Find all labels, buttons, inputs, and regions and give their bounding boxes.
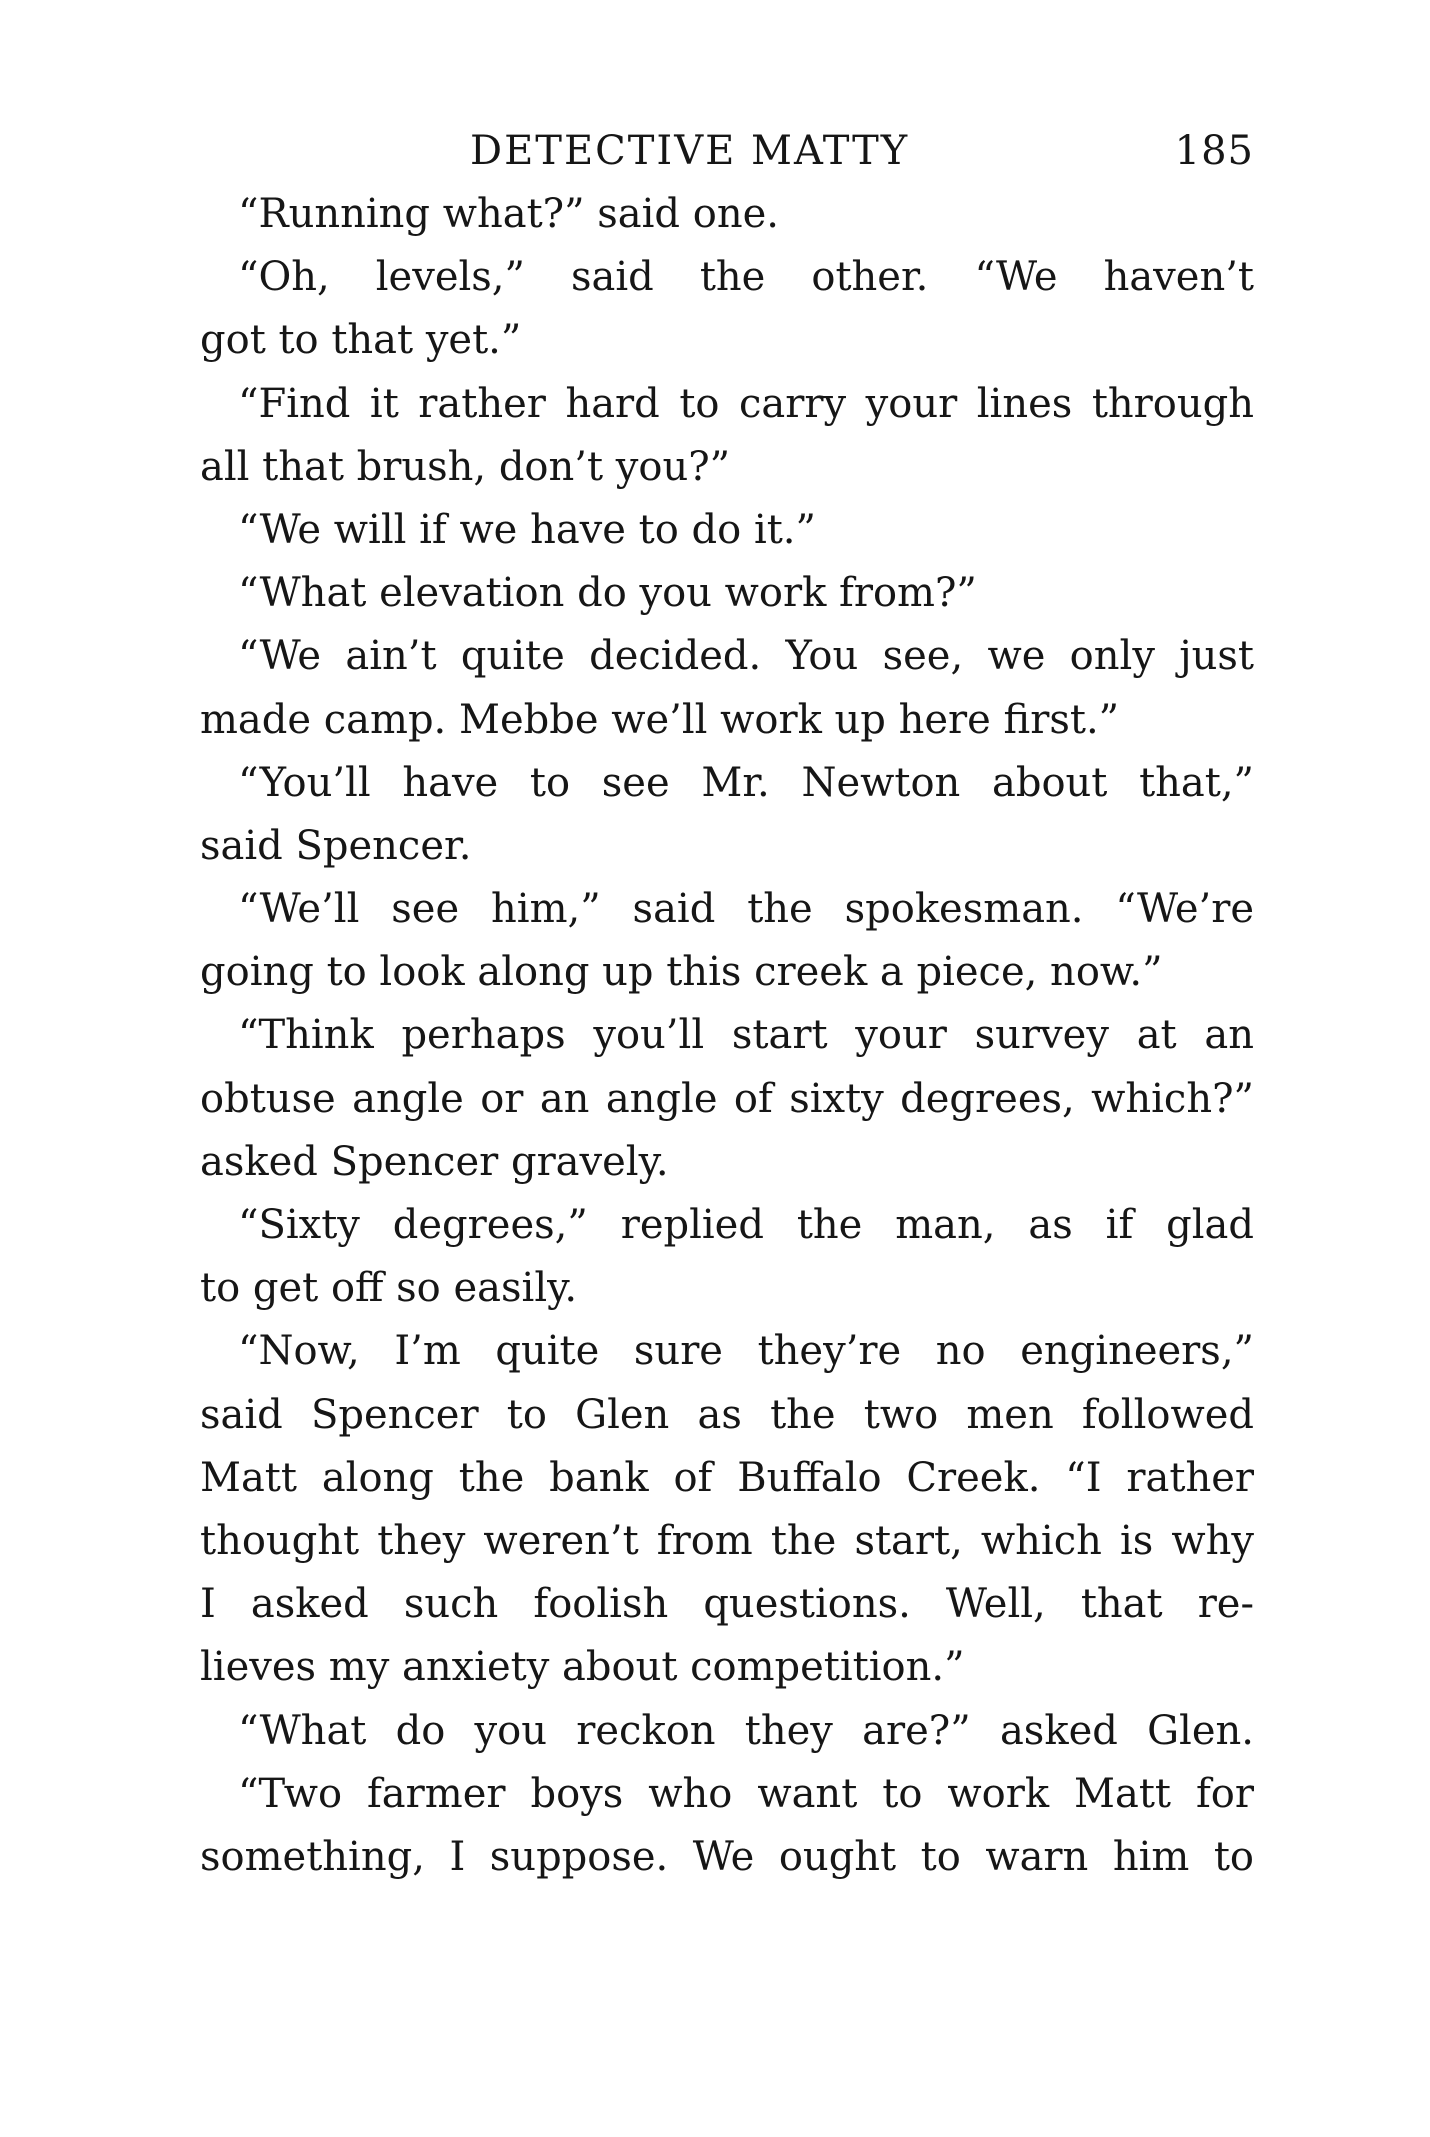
text-line: “Two farmer boys who want to work Matt for xyxy=(238,1770,1254,1817)
text-line: to get off so easily. xyxy=(200,1265,578,1312)
text-block xyxy=(200,120,1254,1889)
text-line: “Now, I’m quite sure they’re no engineers,” xyxy=(238,1328,1254,1375)
text-line: got to that yet.” xyxy=(200,317,522,364)
text-line: said Spencer. xyxy=(200,822,472,869)
page-number: 185 xyxy=(1174,128,1254,174)
text-line: “We’ll see him,” said the spokesman. “We’re xyxy=(238,886,1254,933)
text-line: “Sixty degrees,” replied the man, as if glad xyxy=(238,1202,1254,1248)
text-line: all that brush, don’t you?” xyxy=(200,443,731,490)
text-line: said Spencer to Glen as the two men followed xyxy=(200,1391,1254,1438)
text-line: made camp. Mebbe we’ll work up here first.” xyxy=(200,696,1120,743)
body-text xyxy=(200,183,1254,1889)
text-line: “Running what?” said one. xyxy=(238,191,779,237)
text-line: asked Spencer gravely. xyxy=(200,1138,669,1185)
text-line: “What do you reckon they are?” asked Glen. xyxy=(238,1707,1254,1754)
text-line: obtuse angle or an angle of sixty degrees, which?” xyxy=(200,1075,1254,1122)
running-header xyxy=(200,120,1254,183)
text-line: I asked such foolish questions. Well, that re- xyxy=(200,1581,1254,1628)
text-line: Matt along the bank of Buffalo Creek. “I rather xyxy=(200,1454,1254,1501)
running-title: DETECTIVE MATTY xyxy=(470,128,910,174)
text-line: lieves my anxiety about competition.” xyxy=(200,1644,965,1691)
text-line: “What elevation do you work from?” xyxy=(238,570,977,617)
text-line: “We ain’t quite decided. You see, we only just xyxy=(238,633,1254,680)
text-line: “We will if we have to do it.” xyxy=(238,506,816,553)
text-line: thought they weren’t from the start, which is why xyxy=(200,1517,1254,1564)
text-line: “Find it rather hard to carry your lines through xyxy=(238,380,1254,427)
text-line: something, I suppose. We ought to warn him to xyxy=(200,1833,1254,1880)
text-line: “Oh, levels,” said the other. “We haven’t xyxy=(238,254,1254,301)
text-line: “You’ll have to see Mr. Newton about that,” xyxy=(238,759,1254,806)
text-line: going to look along up this creek a piece, now.” xyxy=(200,949,1163,996)
text-line: “Think perhaps you’ll start your survey at an xyxy=(238,1012,1254,1059)
